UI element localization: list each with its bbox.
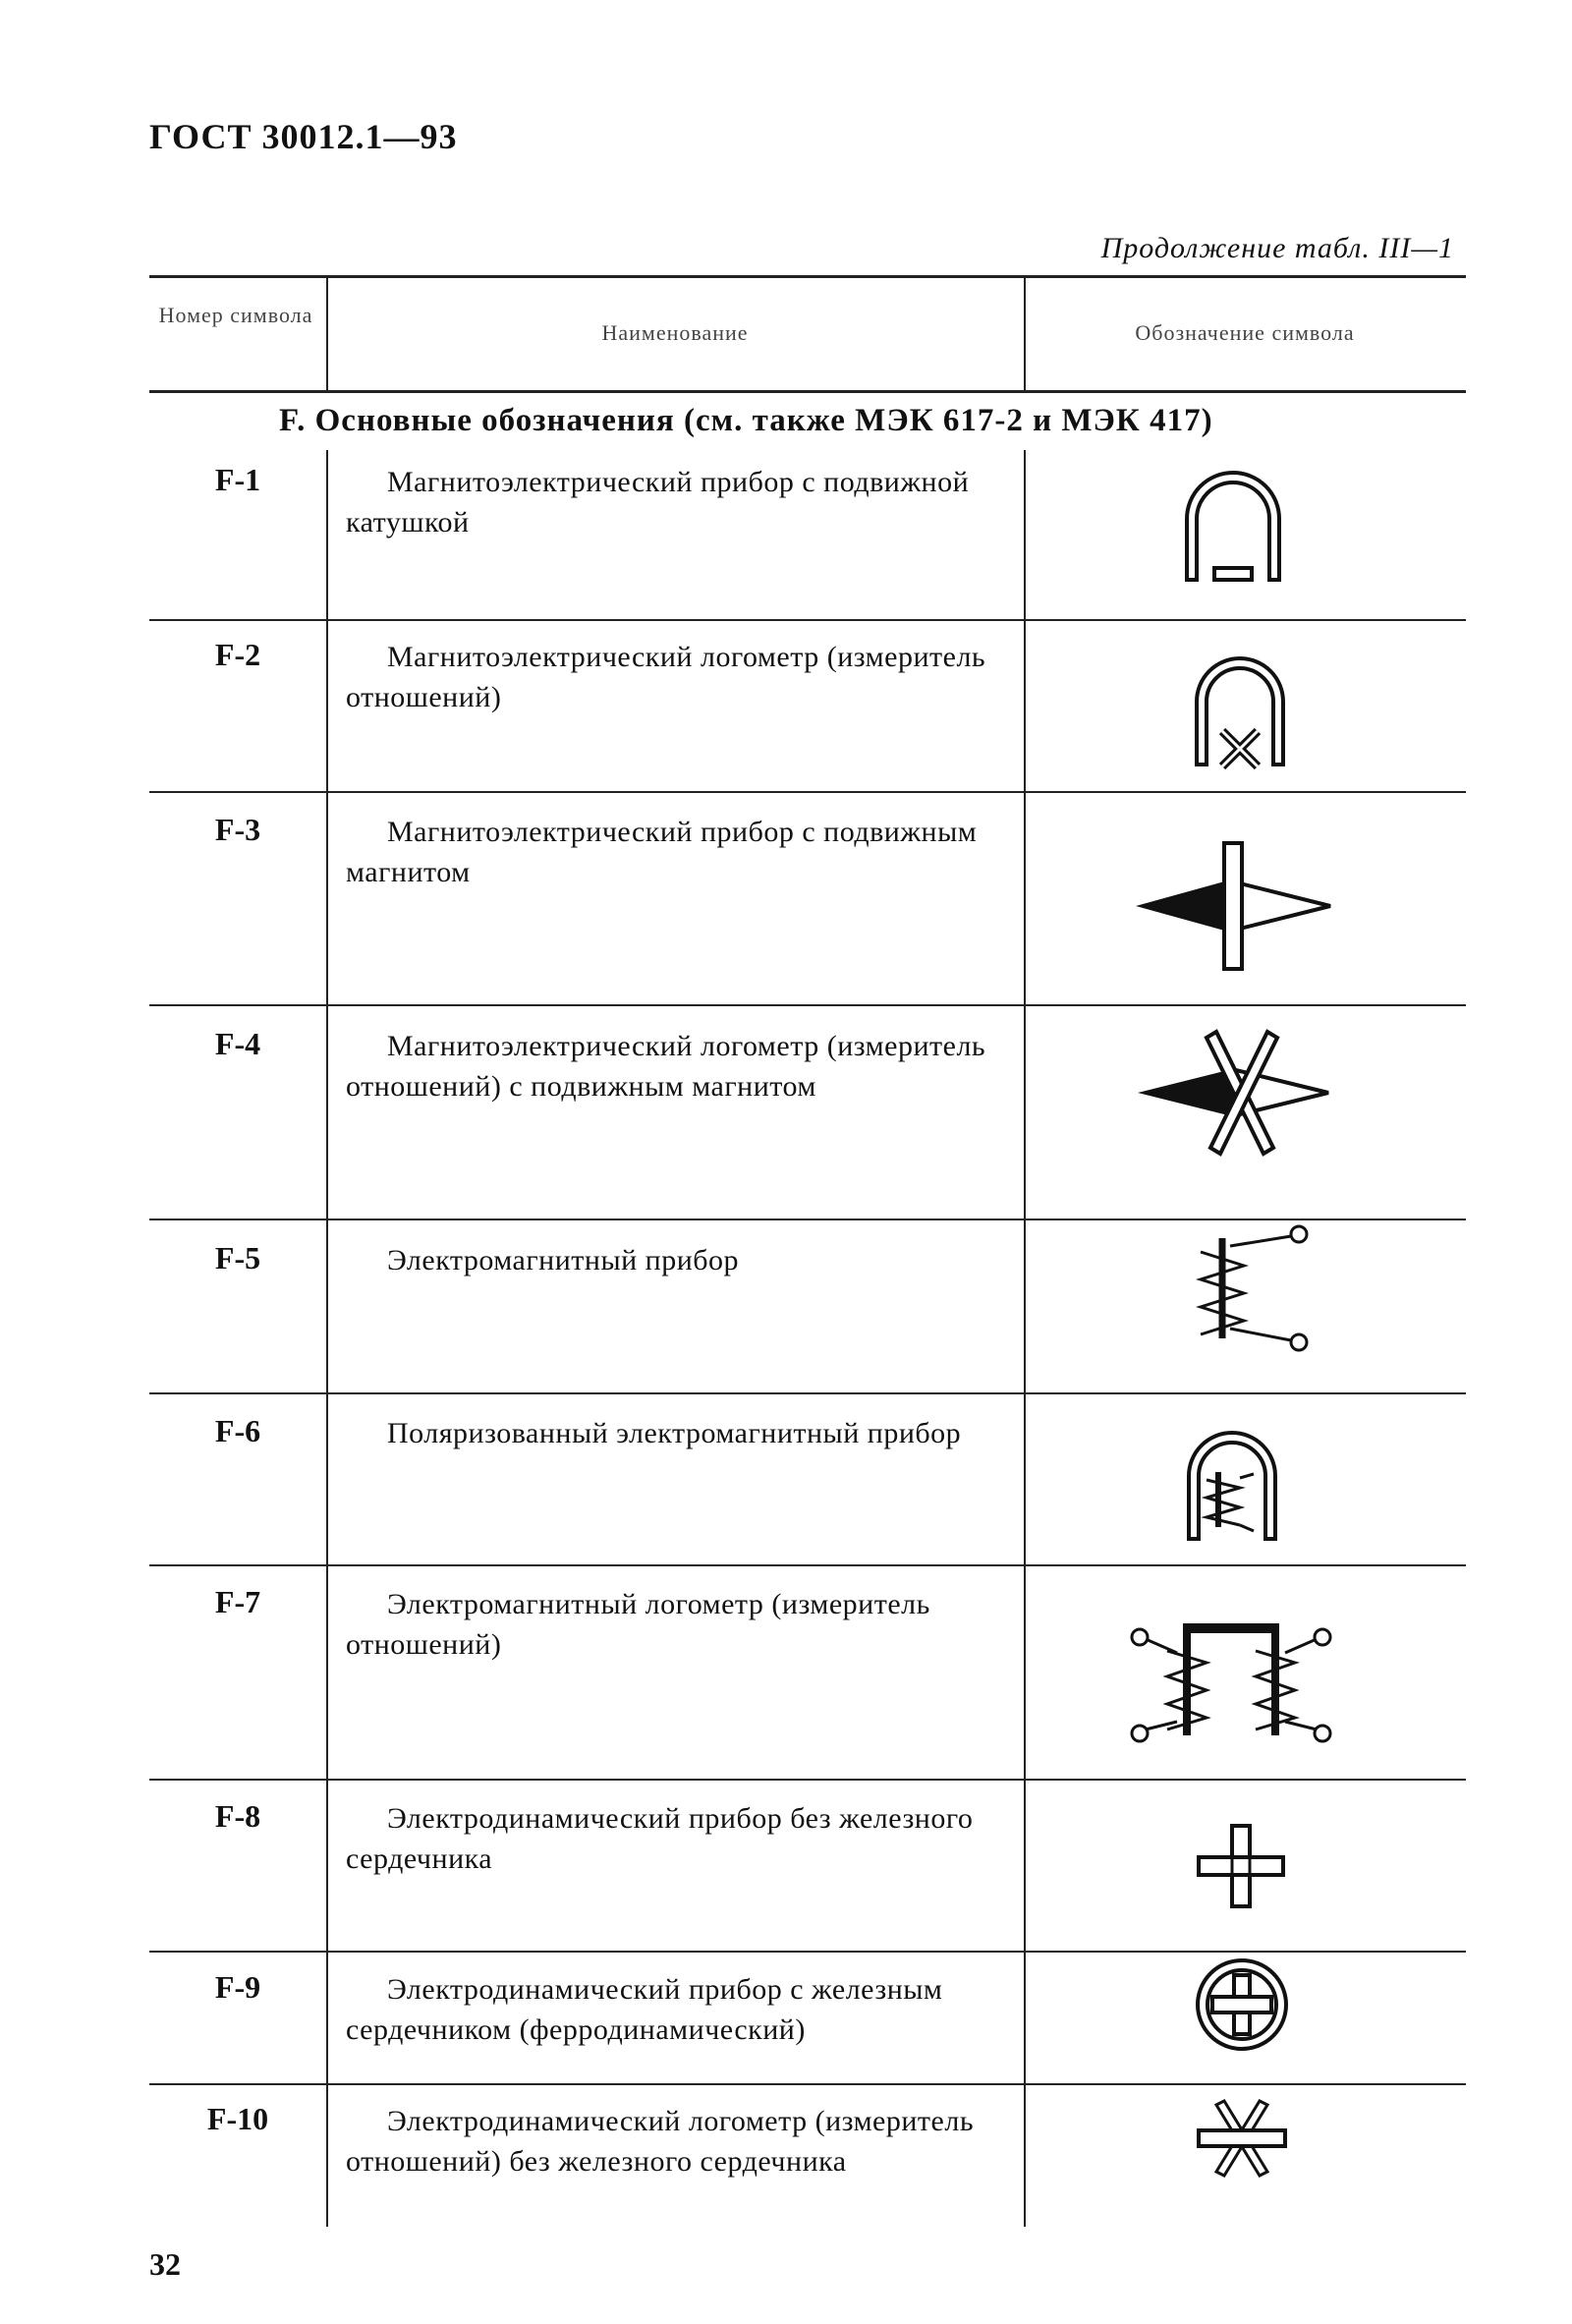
column-divider [326, 450, 328, 2227]
moving-magnet-ratiometer-icon [1130, 1026, 1346, 1160]
symbol-number: F-4 [214, 1026, 261, 1061]
symbol-name: Магнитоэлектрический логометр (измеритель отношений) с подвижным магнитом [346, 1030, 986, 1103]
symbol-number: F-9 [214, 1969, 261, 2005]
symbol-name: Электромагнитный прибор [387, 1244, 740, 1276]
electrodynamic-icon [1193, 1822, 1291, 1910]
table-continuation-note: Продолжение табл. III—1 [1100, 232, 1454, 264]
row-divider [149, 1564, 1466, 1566]
header-bottom-border [149, 390, 1466, 393]
ferrodynamic-icon [1193, 1956, 1291, 2054]
document-title: ГОСТ 30012.1—93 [149, 117, 458, 156]
column-header-symbol: Обозначение символа [1135, 320, 1355, 345]
row-divider [149, 1392, 1466, 1394]
row-divider [149, 1219, 1466, 1220]
symbol-number: F-2 [214, 637, 261, 672]
electrodynamic-ratiometer-icon [1193, 2097, 1291, 2180]
electromagnetic-icon [1189, 1224, 1317, 1352]
row-divider [149, 1951, 1466, 1953]
row-divider [149, 1779, 1466, 1781]
symbol-name: Электродинамический логометр (измеритель отношений) без железного сердечника [346, 2105, 975, 2178]
column-header-name: Наименование [601, 320, 749, 345]
moving-coil-icon [1179, 468, 1287, 588]
page-number: 32 [149, 2246, 181, 2282]
symbol-name: Магнитоэлектрический логометр (измеритель отношений) [346, 641, 986, 713]
row-divider [149, 619, 1466, 621]
row-divider [149, 791, 1466, 793]
polarized-electromagnetic-icon [1181, 1425, 1283, 1547]
row-divider [149, 1004, 1466, 1006]
moving-coil-ratiometer-icon [1189, 647, 1291, 774]
row-divider [149, 2083, 1466, 2085]
column-header-number: Номер символа [158, 303, 313, 327]
symbol-name: Поляризованный электромагнитный прибор [387, 1417, 962, 1449]
symbol-number: F-5 [214, 1240, 261, 1275]
symbol-number: F-1 [214, 462, 261, 497]
symbol-number: F-6 [214, 1413, 261, 1448]
table-top-border [149, 275, 1466, 278]
symbol-name: Магнитоэлектрический прибор с подвижной катушкой [346, 466, 970, 538]
symbol-name: Электромагнитный логометр (измеритель отношений) [346, 1588, 930, 1661]
symbol-name: Магнитоэлектрический прибор с подвижным магнитом [346, 816, 978, 888]
moving-magnet-icon [1130, 837, 1346, 975]
symbol-name: Электродинамический прибор без железного сердечника [346, 1802, 974, 1875]
column-divider [1024, 450, 1026, 2227]
symbol-number: F-3 [214, 812, 261, 847]
symbol-number: F-10 [206, 2101, 269, 2136]
electromagnetic-ratiometer-icon [1122, 1617, 1340, 1755]
section-title: F. Основные обозначения (см. также МЭК 617-2 и МЭК 417) [279, 403, 1213, 438]
symbol-name: Электродинамический прибор с железным сердечником (ферродинамический) [346, 1973, 943, 2046]
symbol-number: F-8 [214, 1798, 261, 1834]
symbol-number: F-7 [214, 1584, 261, 1619]
